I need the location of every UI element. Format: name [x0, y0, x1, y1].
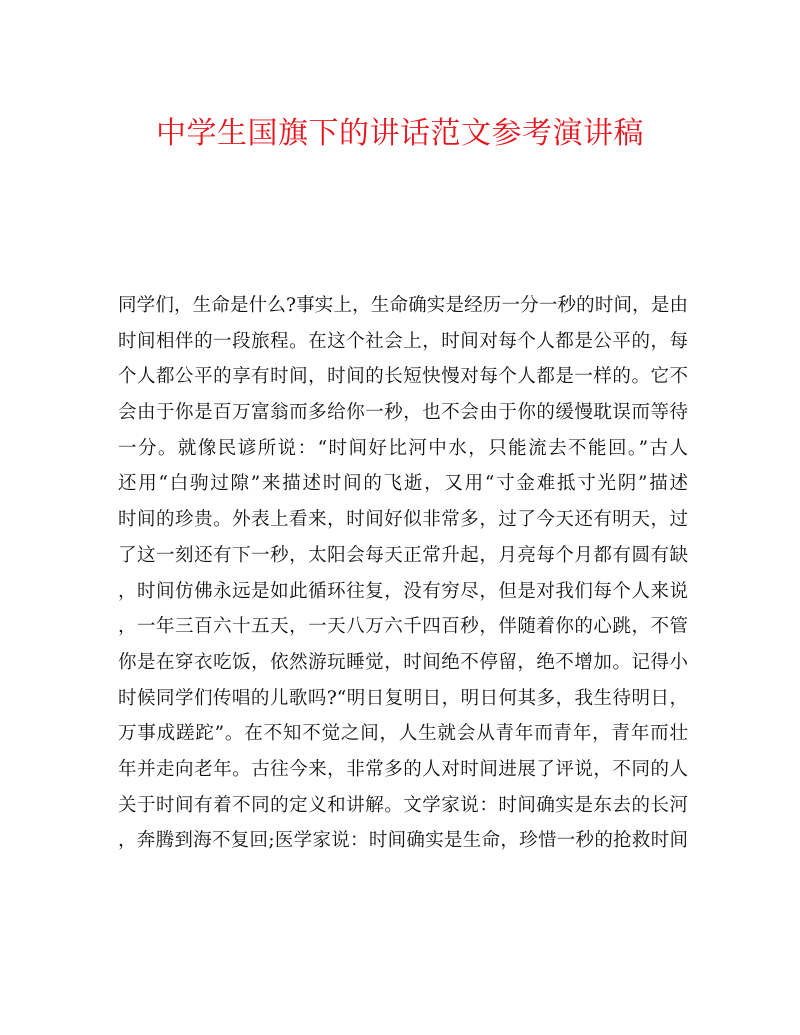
document-title: 中学生国旗下的讲话范文参考演讲稿: [156, 116, 644, 151]
body-line: 会由于你是百万富翁而多给你一秒，也不会由于你的缓慢耽误而等待: [118, 402, 688, 424]
body-line: 时间相伴的一段旅程。在这个社会上，时间对每个人都是公平的，每: [118, 330, 688, 352]
body-line: 年并走向老年。古往今来，非常多的人对时间进展了评说，不同的人: [118, 758, 688, 780]
body-line: 时候同学们传唱的儿歌吗?“明日复明日，明日何其多，我生待明日，: [118, 687, 688, 709]
body-line: ，时间仿佛永远是如此循环往复，没有穷尽，但是对我们每个人来说: [118, 580, 688, 602]
body-line: ，奔腾到海不复回;医学家说：时间确实是生命，珍惜一秒的抢救时间: [118, 830, 688, 852]
body-line: 一分。就像民谚所说：“时间好比河中水，只能流去不能回。”古人: [118, 437, 688, 459]
body-line: 个人都公平的享有时间，时间的长短快慢对每个人都是一样的。它不: [118, 366, 688, 388]
body-line: 还用“白驹过隙”来描述时间的飞逝，又用“寸金难抵寸光阴”描述: [118, 473, 688, 495]
body-line: 时间的珍贵。外表上看来，时间好似非常多，过了今天还有明天，过: [118, 509, 688, 531]
body-line: 万事成蹉跎”。在不知不觉之间，人生就会从青年而青年，青年而壮: [118, 723, 688, 745]
body-line: 同学们，生命是什么?事实上，生命确实是经历一分一秒的时间，是由: [118, 295, 688, 316]
body-line: 你是在穿衣吃饭，依然游玩睡觉，时间绝不停留，绝不增加。记得小: [118, 651, 688, 673]
body-line: ，一年三百六十五天，一天八万六千四百秒，伴随着你的心跳，不管: [118, 616, 688, 638]
body-line: 关于时间有着不同的定义和讲解。文学家说：时间确实是东去的长河: [118, 794, 688, 816]
document-body: [118, 288, 688, 859]
body-line: 了这一刻还有下一秒，太阳会每天正常升起，月亮每个月都有圆有缺: [118, 544, 688, 566]
